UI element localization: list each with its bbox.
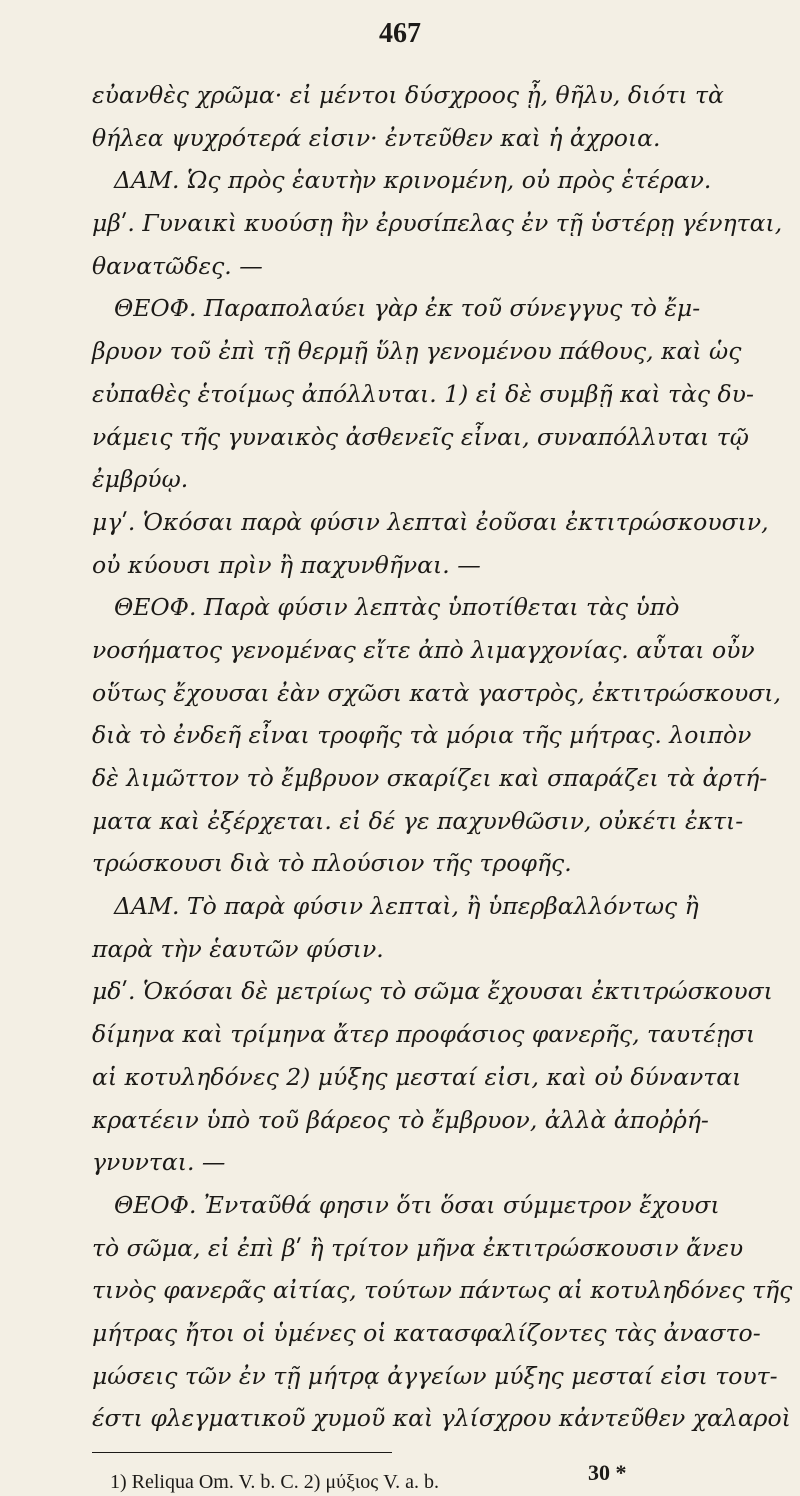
text-line: μδʹ. Ὁκόσαι δὲ μετρίως τὸ σῶμα ἔχουσαι ἐκτιτρώσκουσι — [92, 977, 773, 1006]
text-line: βρυον τοῦ ἐπὶ τῇ θερμῇ ὕλῃ γενομένου πάθους, καὶ ὡς — [92, 337, 742, 366]
text-line: ΘΕΟΦ. Ἐνταῦθά φησιν ὅτι ὅσαι σύμμετρον ἔχουσι — [114, 1190, 720, 1219]
paragraph — [92, 501, 772, 586]
text-line: νάμεις τῆς γυναικὸς ἀσθενεῖς εἶναι, συναπόλλυται τῷ — [92, 422, 749, 451]
paragraph — [92, 885, 772, 970]
signature-mark: 30 * — [588, 1460, 627, 1485]
paragraph — [92, 1184, 793, 1440]
paragraph — [92, 74, 772, 159]
text-line: οὕτως ἔχουσαι ἐὰν σχῶσι κατὰ γαστρὸς, ἐκτιτρώσκουσι, — [92, 678, 781, 707]
text-line: ματα καὶ ἐξέρχεται. εἰ δέ γε παχυνθῶσιν, οὐκέτι ἐκτι- — [92, 806, 744, 835]
text-line: κρατέειν ὑπὸ τοῦ βάρεος τὸ ἔμβρυον, ἀλλὰ ἀποῤῥή- — [92, 1105, 709, 1134]
text-line: διὰ τὸ ἐνδεῆ εἶναι τροφῆς τὰ μόρια τῆς μήτρας. λοιπὸν — [92, 721, 752, 750]
text-line: ΘΕΟΦ. Παρὰ φύσιν λεπτὰς ὑποτίθεται τὰς ὑπὸ — [114, 593, 680, 622]
text-line: θήλεα ψυχρότερά εἰσιν· ἐντεῦθεν καὶ ἡ ἀχροια. — [92, 123, 661, 152]
footnote: 1) Reliqua Om. V. b. C. 2) μύξιος V. a. b. — [110, 1471, 439, 1493]
text-line: ΔΑΜ. Ὡς πρὸς ἑαυτὴν κρινομένη, οὐ πρὸς ἑτέραν. — [114, 166, 712, 195]
text-line: γνυνται. — — [92, 1148, 226, 1177]
text-line: εὐανθὲς χρῶμα· εἰ μέντοι δύσχροος ᾖ, θῆλυ, διότι τὰ — [92, 81, 724, 109]
text-line: τὸ σῶμα, εἰ ἐπὶ βʹ ἢ τρίτον μῆνα ἐκτιτρώσκουσιν ἄνευ — [92, 1233, 744, 1262]
paragraph — [92, 202, 783, 287]
text-line: νοσήματος γενομένας εἴτε ἀπὸ λιμαγχονίας. αὗται οὖν — [92, 635, 755, 664]
text-line: μβʹ. Γυναικὶ κυούσῃ ἢν ἐρυσίπελας ἐν τῇ ὑστέρῃ γένηται, — [92, 209, 783, 238]
page-number: 467 — [379, 18, 421, 49]
text-line: ΔΑΜ. Τὸ παρὰ φύσιν λεπταὶ, ἢ ὑπερβαλλόντως ἢ — [114, 892, 699, 921]
text-line: τρώσκουσι διὰ τὸ πλούσιον τῆς τροφῆς. — [92, 849, 572, 878]
paragraph — [92, 970, 772, 1183]
text-line: οὐ κύουσι πρὶν ἢ παχυνθῆναι. — — [92, 550, 481, 579]
text-line: μήτρας ἤτοι οἱ ὑμένες οἱ κατασφαλίζοντες τὰς ἀναστο- — [92, 1318, 761, 1347]
footnote-rule — [92, 1452, 392, 1453]
text-line: δὲ λιμῶττον τὸ ἔμβρυον σκαρίζει καὶ σπαράζει τὰ ἀρτή- — [92, 764, 768, 792]
text-line: εὐπαθὲς ἑτοίμως ἀπόλλυται. 1) εἰ δὲ συμβῇ καὶ τὰς δυ- — [92, 379, 754, 408]
body-text — [92, 74, 793, 1440]
text-line: αἱ κοτυληδόνες 2) μύξης μεσταί εἰσι, καὶ οὐ δύνανται — [92, 1062, 742, 1091]
text-line: θανατῶδες. — — [92, 251, 263, 280]
text-line: μώσεις τῶν ἐν τῇ μήτρᾳ ἀγγείων μύξης μεσταί εἰσι τουτ- — [92, 1361, 778, 1390]
paragraph — [92, 287, 772, 500]
text-line: μγʹ. Ὁκόσαι παρὰ φύσιν λεπταὶ ἐοῦσαι ἐκτιτρώσκουσιν, — [92, 507, 769, 536]
footnotes — [110, 1468, 770, 1496]
text-line: ἐμβρύῳ. — [92, 465, 189, 494]
text-line: παρὰ τὴν ἑαυτῶν φύσιν. — [92, 934, 384, 963]
text-line: δίμηνα καὶ τρίμηνα ἄτερ προφάσιος φανερῆς, ταυτέῃσι — [92, 1020, 756, 1049]
text-line: έστι φλεγματικοῦ χυμοῦ καὶ γλίσχρου κἀντεῦθεν χαλαροὶ — [92, 1404, 791, 1433]
paragraph — [92, 159, 772, 202]
paragraph — [92, 586, 781, 885]
text-line: ΘΕΟΦ. Παραπολαύει γὰρ ἐκ τοῦ σύνεγγυς τὸ ἔμ- — [114, 294, 701, 323]
text-line: τινὸς φανερᾶς αἰτίας, τούτων πάντως αἱ κοτυληδόνες τῆς — [92, 1276, 793, 1305]
